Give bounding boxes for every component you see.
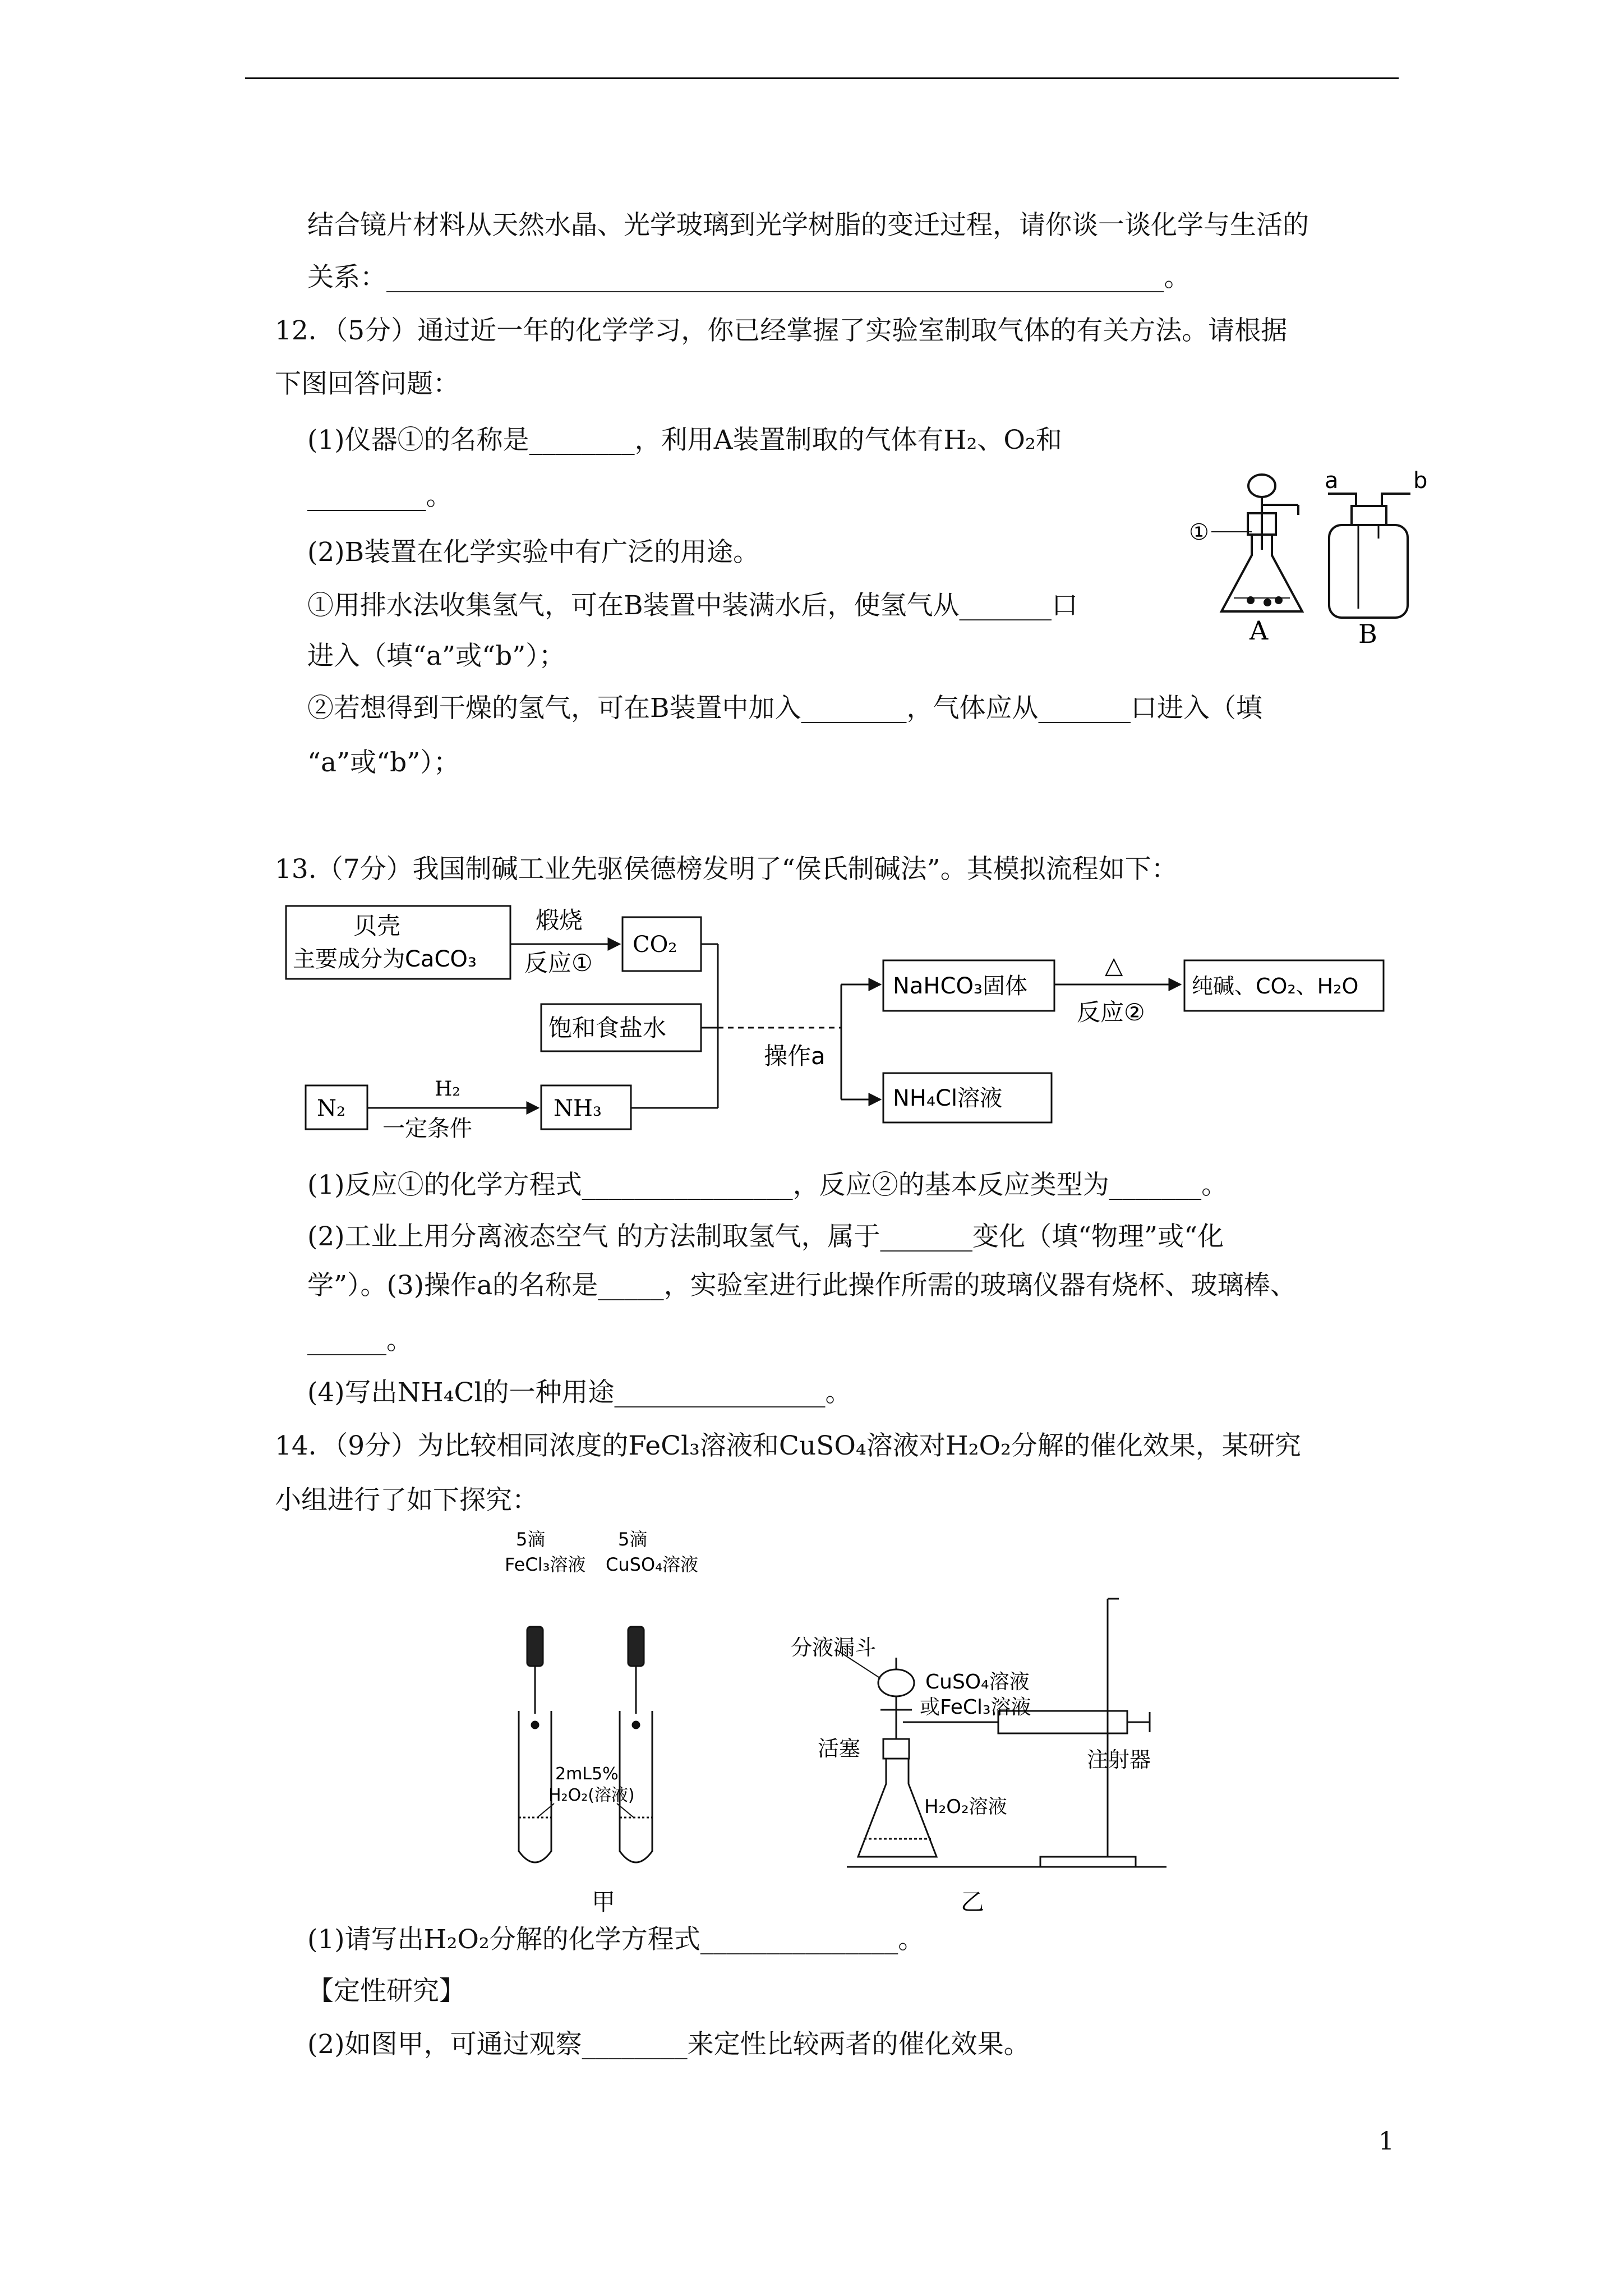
catalysis-experiment-figure (494, 1520, 1245, 1913)
question-13-heading: 13.（7分）我国制碱工业先驱侯德榜发明了“侯氏制碱法”。其模拟流程如下： (275, 854, 1178, 885)
text-line: (4)写出NH₄Cl的一种用途________________。 (307, 1377, 852, 1408)
nahco3-label: NaHCO₃固体 (893, 973, 1027, 999)
apparatus-yi (836, 1599, 1166, 1867)
text-line: (2)工业上用分离液态空气 的方法制取氢气，属于_______变化（填“物理”或“化 (307, 1221, 1224, 1252)
cuso4-or-label: CuSO₄溶液 (925, 1671, 1030, 1694)
text-line: ②若想得到干燥的氢气，可在B装置中加入________，气体应从_______口进入（填 (307, 693, 1263, 724)
text-line: (1)请写出H₂O₂分解的化学方程式_______________。 (307, 1924, 925, 1955)
text-line: 小组进行了如下探究： (275, 1485, 538, 1516)
co2-label: CO₂ (633, 932, 677, 958)
cuso4-label: CuSO₄溶液 (606, 1554, 698, 1575)
page-number: 1 (1378, 2127, 1394, 2156)
text-line: (2)B装置在化学实验中有广泛的用途。 (307, 537, 760, 568)
heat-symbol: △ (1105, 951, 1123, 979)
brine-label: 饱和食盐水 (548, 1014, 667, 1042)
text-line: 关系：___________________________________________________________。 (307, 262, 1191, 293)
fecl3-label: FeCl₃溶液 (505, 1554, 586, 1575)
flask-a (1211, 475, 1302, 611)
shell-line1: 贝壳 (353, 912, 401, 940)
caption-yi: 乙 (961, 1888, 985, 1913)
nh4cl-label: NH₄Cl溶液 (893, 1085, 1003, 1111)
text-line: 下图回答问题： (275, 369, 459, 399)
reaction1-label: 反应① (524, 949, 593, 977)
label-a-port: a (1325, 468, 1339, 494)
shell-line2: 主要成分为CaCO₃ (293, 946, 477, 972)
label-b-upper: B (1358, 619, 1377, 649)
h2o2-amount-label: 2mL5% (555, 1764, 619, 1784)
drops-label-1: 5滴 (516, 1529, 546, 1550)
condition-label: 一定条件 (382, 1116, 472, 1142)
h2o2-flask-label: H₂O₂溶液 (924, 1796, 1007, 1818)
text-line: 进入（填“a”或“b”）； (307, 641, 565, 671)
syringe-label: 注射器 (1087, 1747, 1151, 1772)
text-line: (2)如图甲，可通过观察________来定性比较两者的催化效果。 (307, 2029, 1030, 2060)
reaction2-label: 反应② (1077, 999, 1145, 1026)
nh3-label: NH₃ (554, 1096, 602, 1121)
label-a-upper: A (1249, 615, 1269, 646)
text-line: ______。 (307, 1325, 413, 1356)
text-line: (1)反应①的化学方程式________________，反应②的基本反应类型为_______。 (307, 1170, 1228, 1200)
section-heading: 【定性研究】 (307, 1976, 465, 2007)
question-14-heading: 14．（9分）为比较相同浓度的FeCl₃溶液和CuSO₄溶液对H₂O₂分解的催化效果，某研究 (275, 1430, 1301, 1461)
h2o2-solution-label: H₂O₂(溶液) (548, 1786, 635, 1805)
n2-label: N₂ (317, 1096, 346, 1121)
label-circle-1: ① (1189, 519, 1209, 545)
stopcock-label: 活塞 (818, 1736, 861, 1761)
test-tubes-jia (519, 1627, 652, 1862)
funnel-label: 分液漏斗 (791, 1635, 877, 1660)
text-line: 学”）。(3)操作a的名称是_____，实验室进行此操作所需的玻璃仪器有烧杯、玻璃棒、 (307, 1270, 1297, 1301)
header-rule (245, 77, 1399, 79)
operation-a-label: 操作a (764, 1042, 826, 1070)
caption-jia: 甲 (592, 1888, 616, 1913)
text-line: (1)仪器①的名称是________，利用A装置制取的气体有H₂、O₂和 (307, 425, 1062, 455)
question-12-heading: 12．（5分）通过近一年的化学学习，你已经掌握了实验室制取气体的有关方法。请根据 (275, 315, 1288, 346)
text-line: 结合镜片材料从天然水晶、光学玻璃到光学树脂的变迁过程，请你谈一谈化学与生活的 (307, 210, 1309, 241)
drops-label-2: 5滴 (618, 1529, 648, 1550)
apparatus-ab-figure (1178, 466, 1481, 651)
calcine-label: 煅烧 (536, 907, 583, 934)
process-flow-chart (280, 895, 1396, 1153)
products-label: 纯碱、CO₂、H₂O (1192, 974, 1359, 999)
gas-bottle-b (1328, 494, 1410, 618)
label-b-port: b (1413, 468, 1428, 494)
text-line: ①用排水法收集氢气，可在B装置中装满水后，使氢气从_______口 (307, 590, 1078, 621)
text-line: _________。 (307, 481, 453, 512)
h2-label: H₂ (435, 1078, 460, 1101)
text-line: “a”或“b”）； (307, 747, 460, 778)
or-fecl3-label: 或FeCl₃溶液 (920, 1696, 1031, 1719)
